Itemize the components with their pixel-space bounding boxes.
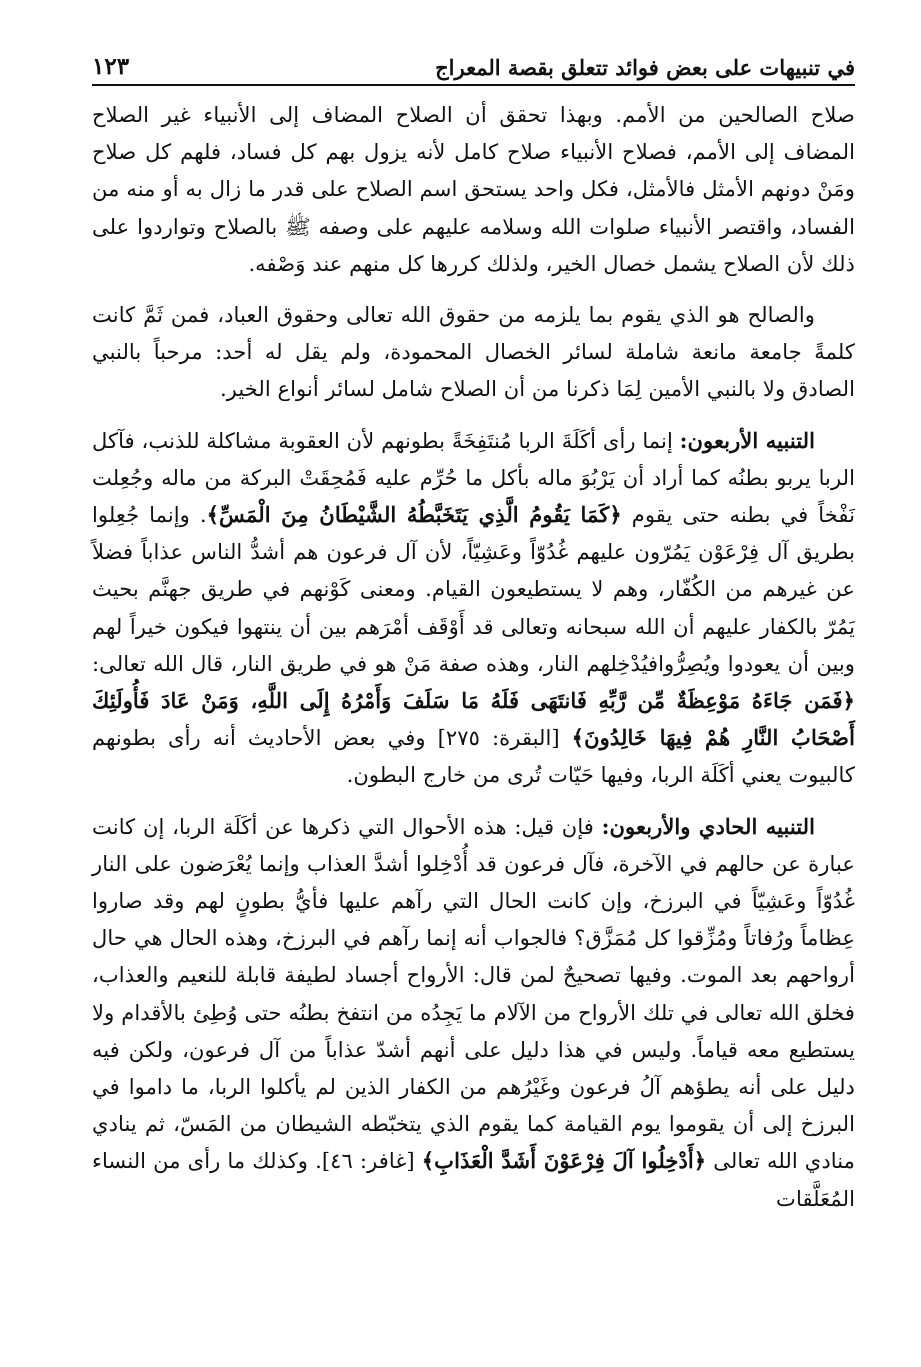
section-heading: التنبيه الحادي والأربعون: <box>601 813 815 839</box>
quran-verse: ﴿فَمَن جَاءَهُ مَوْعِظَةٌ مِّن رَّبِّهِ فَانتَهَى فَلَهُ مَا سَلَفَ وَأَمْرُهُ إِلَى اللَّهِ، وَمَنْ عَادَ فَأُولَئِكَ أَصْحَابُ النَّارِ هُمْ فِيهَا خَالِدُونَ﴾ <box>92 688 855 751</box>
section-41 <box>92 808 855 1217</box>
section-heading: التنبيه الأربعون: <box>679 427 815 453</box>
paragraph-text: [البقرة: ٢٧٥] وفي بعض الأحاديث أنه رأى بطونهم كالبيوت يعني أكَلَة الربا، وفيها حَيّات تُرى من خارج البطون. <box>92 725 855 788</box>
quran-verse: ﴿أَدْخِلُوا آلَ فِرْعَوْنَ أَشَدَّ الْعَذَابِ﴾ <box>421 1148 707 1174</box>
section-40 <box>92 422 855 794</box>
paragraph-2 <box>92 296 855 408</box>
paragraph-text: صلاح الصالحين من الأمم. وبهذا تحقق أن الصلاح المضاف إلى الأنبياء غير الصلاح المضاف إلى الأمم، فصلاح الأنبياء صلاح كامل لأنه يزول بهم كل فساد، فلهم كل صلاح ومَنْ دونهم الأمثل فالأمثل، فكل واحد يستحق اسم الصلاح على قدر ما زال به أو منه من الفساد، واقتصر الأنبياء صلوات الله وسلامه عليهم على وصفه ﷺ بالصلاح وتواردوا على ذلك لأن الصلاح يشمل خصال الخير، ولذلك كررها كل منهم عند وَصْفه. <box>92 102 855 276</box>
paragraph-text: [غافر: ٤٦]. وكذلك ما رأى من النساء المُعَلَّقات <box>92 1148 855 1211</box>
running-header <box>92 40 855 86</box>
paragraph-text: فإن قيل: هذه الأحوال التي ذكرها عن أكَلَة الربا، إن كانت عبارة عن حالهم في الآخرة، فآل فرعون قد أُدْخِلوا أشدَّ العذاب وإنما يُعْرَضون على النار غُدُوّاً وعَشِيّاً في البرزخ، وإن كانت الحال التي رآهم عليها فأيُّ بطونٍ لهم وقد صاروا عِظاماً ورُفاتاً ومُزِّقوا كل مُمَزَّق؟ فالجواب أنه إنما رآهم في البرزخ، وهذه الحال هي حال أرواحهم بعد الموت. وفيها تصحيحٌ لمن قال: الأرواح أجساد لطيفة قابلة للنعيم والعذاب، فخلق الله تعالى في تلك الأرواح من الآلام ما يَجِدُه من انتفخ بطنُه حتى وُطِئ بالأقدام ولا يستطيع معه قياماً. وليس في هذا دليل على أنهم أشدّ عذاباً من آل فرعون، ولكن فيه دليل على أنه يطؤهم آلُ فرعون وغَيْرُهم من الكفار الذين لم يأكلوا الربا، ما داموا في البرزخ إلى أن يقوموا يوم القيامة كما يقوم الذي يتخبّطه الشيطان من المَسّ، ثم ينادي منادي الله تعالى <box>92 813 856 1174</box>
page-number: ١٢٣ <box>92 53 130 80</box>
running-title: في تنبيهات على بعض فوائد تتعلق بقصة المعراج <box>435 55 855 80</box>
paragraph-text: إنما رأى أكَلَةَ الربا مُنتَفِخَةً بطونهم لأن العقوبة مشاكلة للذنب، فآكل الربا يربو بطنُه كما أراد أن يَرْبُوَ ماله بأكل ما حُرِّم عليه فَمُحِقَتْ البركة من ماله وجُعِلت نَفْخاً في بطنه حتى يقوم <box>92 427 855 528</box>
page-body <box>92 96 855 1217</box>
quran-verse: ﴿كَمَا يَقُومُ الَّذِي يَتَخَبَّطُهُ الشَّيْطَانُ مِنَ الْمَسِّ﴾ <box>206 502 622 528</box>
paragraph-text: والصالح هو الذي يقوم بما يلزمه من حقوق الله تعالى وحقوق العباد، فمن ثَمَّ كانت كلمةً جامعة مانعة شاملة لسائر الخصال المحمودة، ولم يقل له أحد: مرحباً بالنبي الصادق ولا بالنبي الأمين لِمَا ذكرنا من أن الصلاح شامل لسائر أنواع الخير. <box>92 302 855 402</box>
paragraph-1 <box>92 96 855 282</box>
paragraph-text: . وإنما جُعِلوا بطريق آل فِرْعَوْن يَمُرّون عليهم غُدُوّاً وعَشِيّاً، لأن آل فرعون هم أشدُّ الناس عذاباً فضلاً عن غيرهم من الكُفّار، وهم لا يستطيعون القيام. ومعنى كَوْنهم في طريق جهنَّم بحيث يَمُرّ بالكفار عليهم أن الله سبحانه وتعالى قد أَوْقَف أمْرَهم بين أن ينتهوا فيكون خيراً لهم وبين أن يعودوا ويُصِرُّوافيُدْخِلهم النار، وهذه صفة مَنْ هو في طريق النار، قال الله تعالى: <box>92 502 855 676</box>
